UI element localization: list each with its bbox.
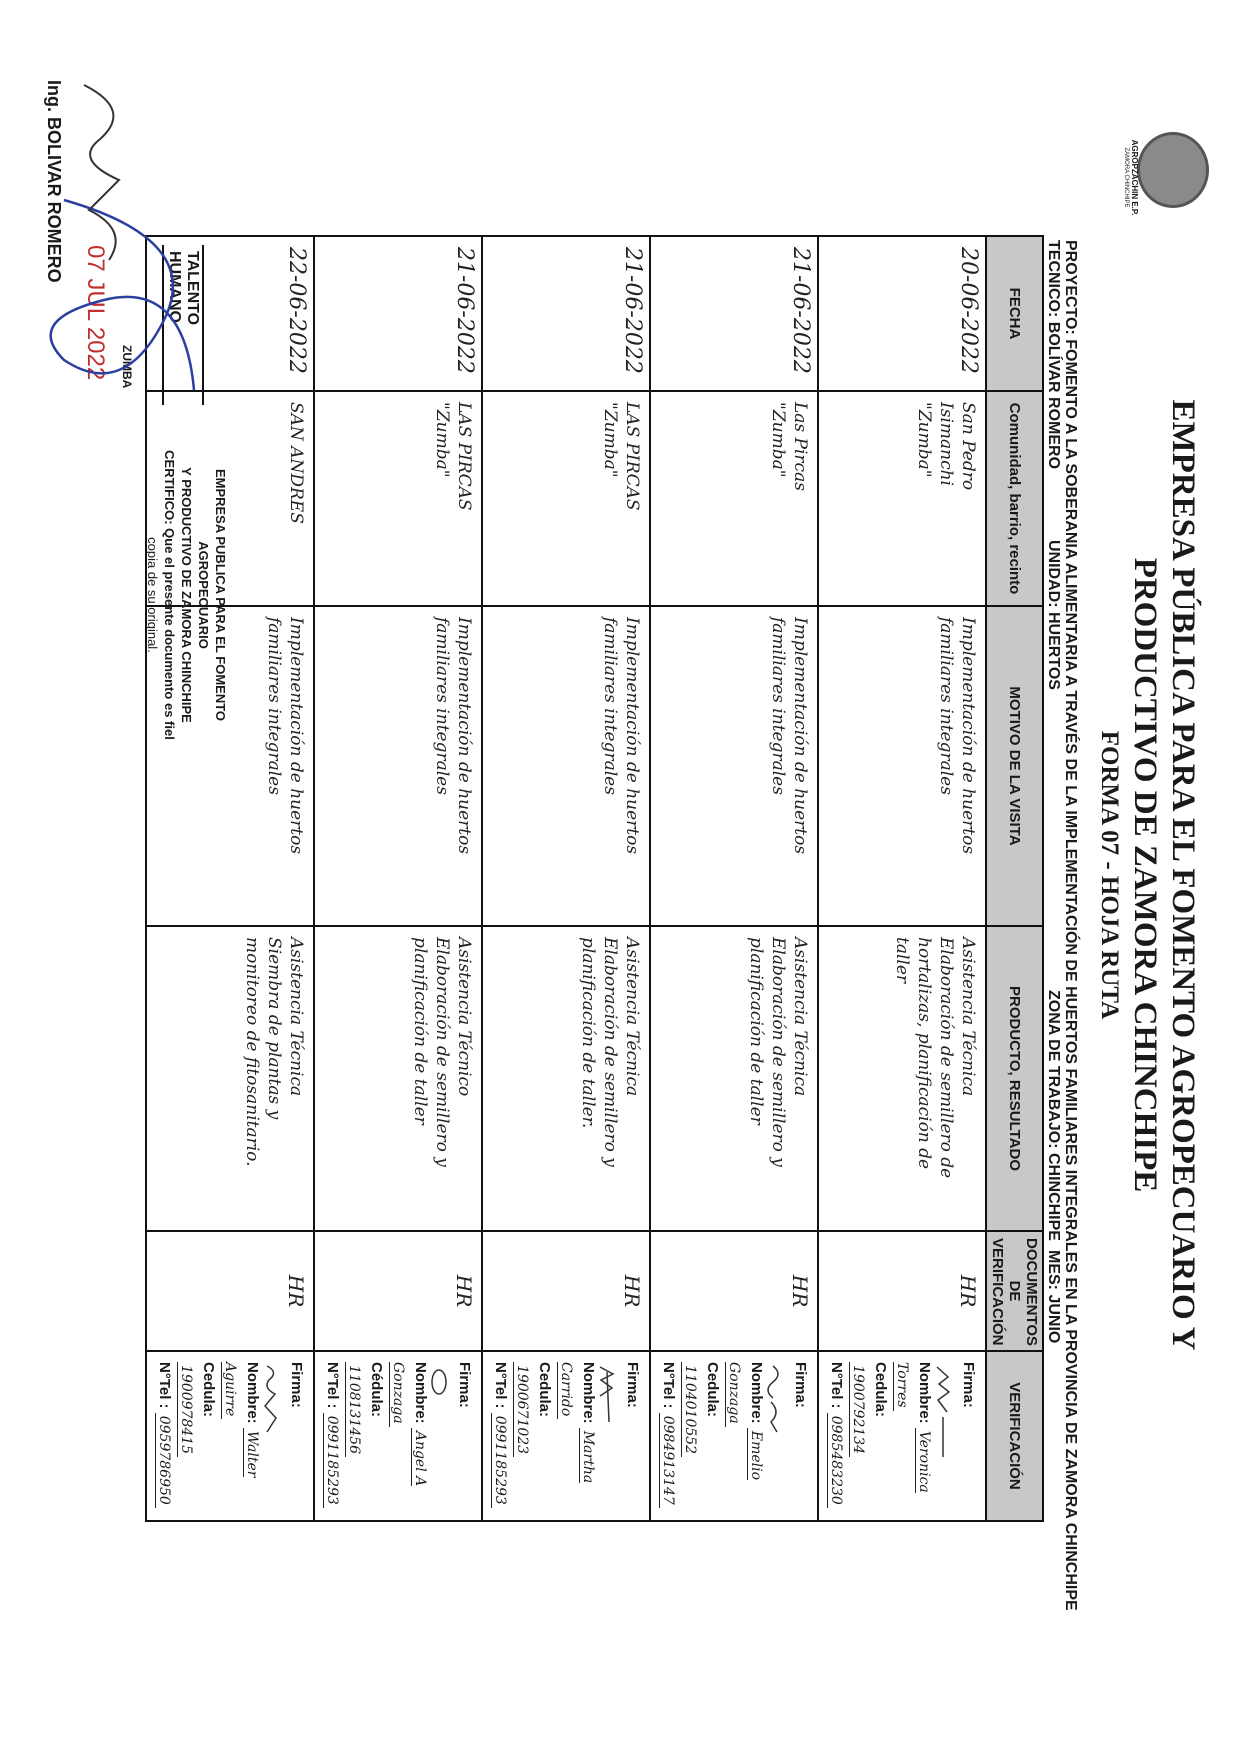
signature-mark — [767, 1362, 783, 1472]
cell-fecha: 21-06-2022 — [482, 236, 650, 391]
tel-value: 0959786950 — [155, 1413, 172, 1508]
nombre-label: Nombre: — [244, 1362, 261, 1424]
cell-producto: Asistencia Técnico Elaboración de semillero y planificación de taller — [314, 926, 482, 1231]
firma-field — [431, 1362, 475, 1510]
cell-verificacion — [482, 1351, 650, 1521]
project-line: PROYECTO: FOMENTO A LA SOBERANIA ALIMENTARIA A TRAVÉS DE LA IMPLEMENTACIÓN DE HUERTOS FAMILIARES INTEGRALES EN LA PROVINCIA DE ZAMORA CHINCHIPE — [1062, 240, 1079, 1611]
nombre-label: Nombre: — [916, 1362, 933, 1424]
cedula-value: 1900792134 — [849, 1362, 866, 1457]
tel-value: 0985483230 — [827, 1413, 844, 1508]
cedula-label: Cédula: — [368, 1362, 385, 1418]
firma-label: Firma: — [792, 1362, 809, 1408]
engineer-signature-icon — [69, 80, 139, 270]
cell-verificacion — [650, 1351, 818, 1521]
nombre-label: Nombre: — [580, 1362, 597, 1424]
tel-label: N°Tel : — [156, 1362, 173, 1409]
cert-line-1: EMPRESA PUBLICA PARA EL FOMENTO AGROPECUARIO — [196, 468, 228, 722]
cell-comunidad: SAN ANDRES — [146, 391, 314, 606]
cell-motivo: Implementación de huertos familiares integrales — [146, 606, 314, 926]
tel-field — [321, 1362, 343, 1510]
table-row — [482, 236, 650, 1521]
cell-producto: Asistencia Técnica Elaboración de semillero y planificación de taller. — [482, 926, 650, 1231]
cell-comunidad: San Pedro Isimanchi "Zumba" — [818, 391, 986, 606]
tel-value: 0984913147 — [659, 1413, 676, 1508]
cedula-value: 1900978415 — [177, 1362, 194, 1457]
nombre-field — [555, 1362, 599, 1510]
cedula-value: 1104010552 — [681, 1362, 698, 1457]
tel-field — [825, 1362, 847, 1510]
cell-producto: Asistencia Técnica Elaboración de semillero y planificación de taller — [650, 926, 818, 1231]
signature-mark — [599, 1362, 615, 1472]
cedula-label: Cedula: — [872, 1362, 889, 1418]
nombre-value: Veronica Torres — [894, 1362, 932, 1493]
certification-stamp — [144, 430, 229, 760]
nombre-label: Nombre: — [748, 1362, 765, 1424]
cedula-label: Cedula: — [200, 1362, 217, 1418]
work-zone-line: ZONA DE TRABAJO: CHINCHIPE — [1045, 990, 1062, 1241]
column-header-comunidad: Comunidad, barrio, recinto — [986, 391, 1043, 606]
table-row — [818, 236, 986, 1521]
talento-city: ZUMBA — [120, 345, 134, 389]
tel-field — [489, 1362, 511, 1510]
technician-line: TECNICO: BOLÍVAR ROMERO — [1045, 240, 1062, 470]
cert-line-3: CERTIFICO: Que el presente documento es fiel — [162, 450, 177, 740]
cedula-field — [511, 1362, 555, 1510]
firma-field — [767, 1362, 811, 1510]
cell-documentos: HR — [650, 1231, 818, 1351]
cell-verificacion — [818, 1351, 986, 1521]
firma-label: Firma: — [624, 1362, 641, 1408]
cell-producto: Asistencia Técnica Siembra de plantas y monitoreo de fitosanitario. — [146, 926, 314, 1231]
cell-comunidad: LAS PIRCAS "Zumba" — [482, 391, 650, 606]
table-row — [650, 236, 818, 1521]
signature-mark — [431, 1362, 447, 1472]
engineer-name: Ing. BOLIVAR ROMERO — [44, 80, 64, 283]
cedula-field — [679, 1362, 723, 1510]
signature-mark — [935, 1362, 951, 1472]
table-header-row — [986, 236, 1043, 1521]
tel-label: N°Tel : — [828, 1362, 845, 1409]
cell-documentos: HR — [482, 1231, 650, 1351]
cell-comunidad: Las Pircas "Zumba" — [650, 391, 818, 606]
cell-fecha: 20-06-2022 — [818, 236, 986, 391]
unit-line: UNIDAD: HUERTOS — [1045, 540, 1062, 690]
talento-label: TALENTO HUMANO — [162, 245, 204, 405]
tel-label: N°Tel : — [492, 1362, 509, 1409]
nombre-value: Walter Aguirre — [222, 1362, 260, 1478]
logo-subtitle: ZAMORA CHINCHIPE — [1123, 147, 1129, 208]
firma-label: Firma: — [288, 1362, 305, 1408]
table-row — [314, 236, 482, 1521]
document-title-line-2: PRODUCTIVO DE ZAMORA CHINCHIPE — [1127, 557, 1163, 1193]
cedula-value: 1900671023 — [513, 1362, 530, 1457]
cell-verificacion — [146, 1351, 314, 1521]
tel-value: 0991185293 — [323, 1413, 340, 1508]
tel-field — [153, 1362, 175, 1510]
tel-label: N°Tel : — [324, 1362, 341, 1409]
month-line: MES: JUNIO — [1045, 1250, 1062, 1344]
cedula-value: 1108131456 — [345, 1362, 362, 1457]
cell-producto: Asistencia Técnica Elaboración de semillero de hortalizas, planificación de taller — [818, 926, 986, 1231]
cell-documentos: HR — [818, 1231, 986, 1351]
firma-label: Firma: — [960, 1362, 977, 1408]
nombre-field — [219, 1362, 263, 1510]
cell-motivo: Implementación de huertos familiares integrales — [314, 606, 482, 926]
nombre-value: Angel A Gonzaga — [390, 1362, 428, 1487]
cert-line-4: copia de su original. — [145, 537, 160, 653]
nombre-field — [891, 1362, 935, 1510]
firma-field — [599, 1362, 643, 1510]
cell-motivo: Implementación de huertos familiares integrales — [482, 606, 650, 926]
route-table — [145, 235, 1044, 1522]
cell-documentos: HR — [146, 1231, 314, 1351]
logo-name: AGROPZACHIN E.P. — [1130, 139, 1139, 216]
column-header-documentos: DOCUMENTOS DE VERIFICACIÓN — [986, 1231, 1043, 1351]
firma-field — [263, 1362, 307, 1510]
nombre-value: Emelio Gonzaga — [726, 1362, 764, 1481]
cell-fecha: 21-06-2022 — [650, 236, 818, 391]
cell-fecha: 21-06-2022 — [314, 236, 482, 391]
nombre-field — [387, 1362, 431, 1510]
firma-field — [935, 1362, 979, 1510]
cell-comunidad: LAS PIRCAS "Zumba" — [314, 391, 482, 606]
column-header-fecha: FECHA — [986, 236, 1043, 391]
nombre-value: Martha Carrido — [558, 1362, 596, 1484]
column-header-motivo: MOTIVO DE LA VISITA — [986, 606, 1043, 926]
nombre-field — [723, 1362, 767, 1510]
tel-label: N°Tel : — [660, 1362, 677, 1409]
cedula-label: Cedula: — [536, 1362, 553, 1418]
firma-label: Firma: — [456, 1362, 473, 1408]
cert-line-2: Y PRODUCTIVO DE ZAMORA CHINCHIPE — [179, 467, 194, 723]
tel-field — [657, 1362, 679, 1510]
column-header-producto: PRODUCTO, RESULTADO — [986, 926, 1043, 1231]
cell-motivo: Implementación de huertos familiares integrales — [818, 606, 986, 926]
signature-mark — [263, 1362, 279, 1472]
tel-value: 0991185293 — [491, 1413, 508, 1508]
cedula-label: Cedula: — [704, 1362, 721, 1418]
form-subtitle: FORMA 07 - HOJA RUTA — [1096, 730, 1123, 1020]
column-header-verificacion: VERIFICACIÓN — [986, 1351, 1043, 1521]
cedula-field — [175, 1362, 219, 1510]
cell-fecha: 22-06-2022 — [146, 236, 314, 391]
cedula-field — [847, 1362, 891, 1510]
document-title-line-1: EMPRESA PÚBLICA PARA EL FOMENTO AGROPECUARIO Y — [1165, 399, 1201, 1351]
nombre-label: Nombre: — [412, 1362, 429, 1424]
cedula-field — [343, 1362, 387, 1510]
talento-date: 07 JUL 2022 — [82, 245, 109, 381]
cell-verificacion — [314, 1351, 482, 1521]
cell-documentos: HR — [314, 1231, 482, 1351]
cell-motivo: Implementación de huertos familiares integrales — [650, 606, 818, 926]
